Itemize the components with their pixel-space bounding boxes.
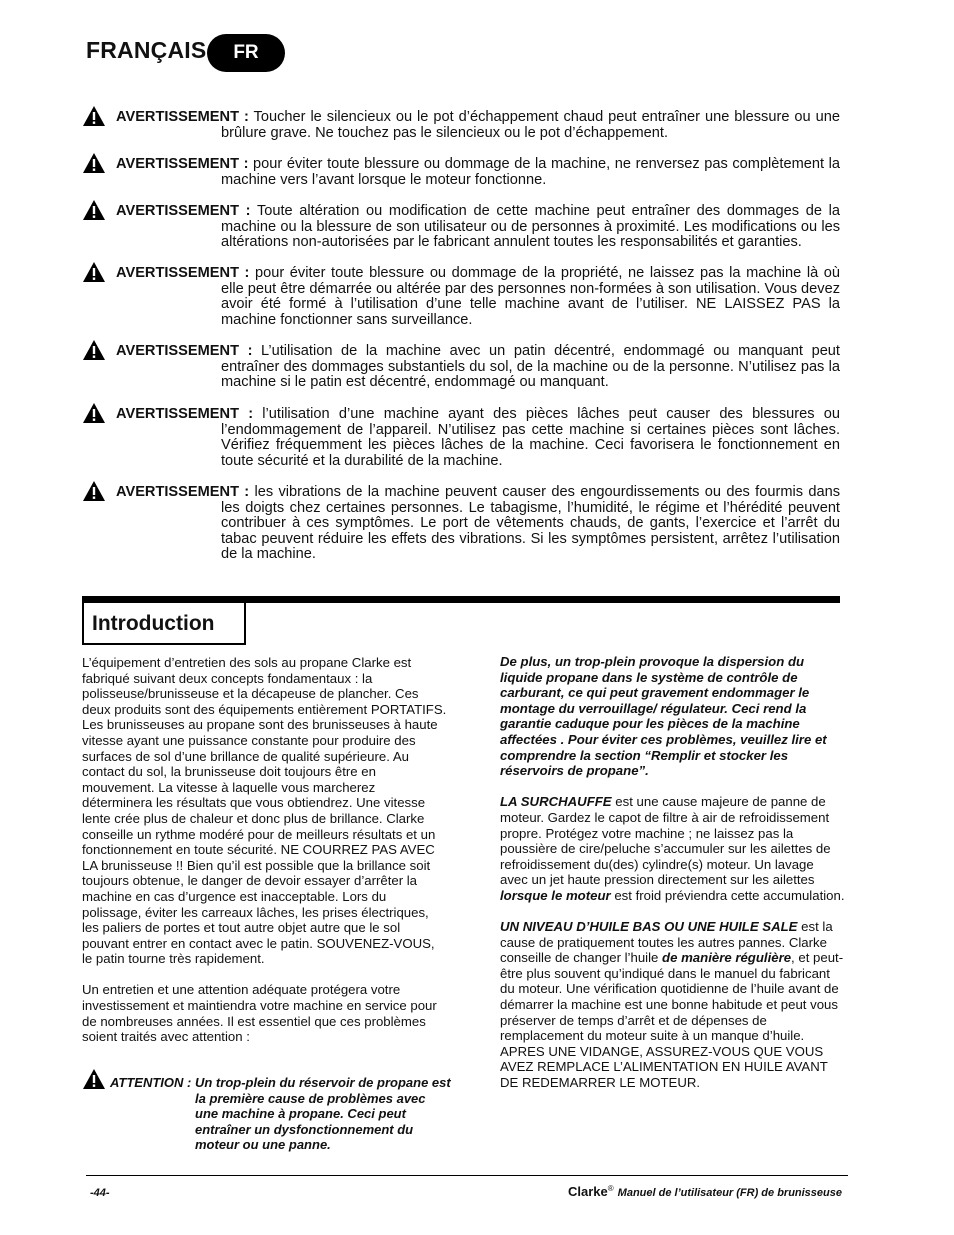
language-badge: FR xyxy=(207,34,285,72)
warning-2 xyxy=(82,157,840,188)
footer-title xyxy=(568,1184,842,1199)
language-title: FRANÇAIS xyxy=(86,37,207,63)
warning-icon xyxy=(82,1068,106,1090)
warning-label: AVERTISSEMENT : xyxy=(116,109,249,125)
warning-icon xyxy=(82,261,106,283)
intro-paragraph: L’équipement d’entretien des sols au propane Clarke est fabriqué suivant deux concepts fondamentaux : la polisseuse/brunisseuse et la décapeuse de plancher. Ces deux produits sont des équipements entièrement PORTATIFS. Les brunisseuses au propane sont des brunisseuses à haute vitesse ayant une puissance constante pour produire des surfaces de sol d’une brillance de qualité supérieure. Au contact du sol, la brunisseuse doit toujours être en mouvement. La vitesse à laquelle vous marcherez déterminera les résultats que vous obtiendrez. Une vitesse lente crée plus de chaleur et donc plus de brillance. Clarke conseille un rythme modéré pour de meilleurs résultats et un fonctionnement en toute sécurité. NE COURREZ PAS AVEC LA brunisseuse !! Bien qu’il est possible que la brillance soit toujours obtenue, le danger de devoir essayer d’arrêter la machine en cas d’urgence est inacceptable. Lors du polissage, éviter les carreaux lâches, les prises électriques, les paliers de portes et tout autre objet autre que le sol pouvant entrer en contact avec le patin. SOUVENEZ-VOUS, le patin tourne très rapidement. xyxy=(82,655,447,967)
warning-icon xyxy=(82,480,106,502)
warning-4 xyxy=(82,266,840,328)
warning-label: AVERTISSEMENT : xyxy=(116,203,251,219)
attention-note xyxy=(82,1075,452,1153)
warning-label: AVERTISSEMENT : xyxy=(116,406,254,422)
warning-icon xyxy=(82,339,106,361)
warning-text: les vibrations de la machine peuvent causer des engourdissements ou des fourmis dans les doigts chez certaines personnes. Le tabagisme, l’humidité, le régime et l’hérédité peuvent contribuer à ces symptômes. Le port de vêtements chauds, de gants, l’exercice et l’arrêt du tabac peuvent réduire les effets des vibrations. Si les symptômes persistent, arrêtez l’utilisation de la machine. xyxy=(221,484,840,563)
section-rule xyxy=(82,596,840,603)
page-number: -44- xyxy=(90,1187,110,1199)
footer-manual: Manuel de l’utilisateur (FR) de brunisseuse xyxy=(617,1187,842,1199)
warning-7 xyxy=(82,485,840,563)
warning-6 xyxy=(82,407,840,469)
overheat-emphasis: lorsque le moteur xyxy=(500,887,611,903)
warning-1 xyxy=(82,110,840,141)
footer-registered: ® xyxy=(607,1184,614,1193)
warning-3 xyxy=(82,204,840,251)
footer-rule xyxy=(86,1175,848,1176)
oil-lead: UN NIVEAU D’HUILE BAS OU UNE HUILE SALE xyxy=(500,919,798,935)
overheat-lead: LA SURCHAUFFE xyxy=(500,794,612,810)
warning-text: Toute altération ou modification de cette machine peut entraîner des dommages de la machine ou la blessure de son utilisateur ou de personnes à proximité. Les modifications ou les altérations non-autorisées par le fabricant annulent toutes les responsabilités et garanties. xyxy=(221,203,840,251)
maintenance-paragraph: Un entretien et une attention adéquate protégera votre investissement et maintiendra votre machine en service pour de nombreuses années. Il est essentiel que ces problèmes soient traités avec attention : xyxy=(82,982,437,1045)
warning-text: l’utilisation d’une machine ayant des pièces lâches peut causer des blessures ou l’endommagement de l’appareil. N’utilisez pas cette machine si certaines pièces sont lâches. Vérifiez fréquemment les pièces lâches de la machine. Ceci favorisera le fonctionnement en toute sécurité et la durabilité de la machine. xyxy=(221,406,840,469)
right-column xyxy=(500,654,845,1091)
warning-icon xyxy=(82,105,106,127)
warning-icon xyxy=(82,199,106,221)
oil-emphasis: de manière régulière xyxy=(662,950,792,966)
warning-text: Toucher le silencieux ou le pot d’échappement chaud peut entraîner une blessure ou une brûlure grave. Ne touchez pas le silencieux ou le pot d’échappement. xyxy=(221,109,840,141)
warning-label: AVERTISSEMENT : xyxy=(116,265,250,281)
section-title: Introduction xyxy=(92,612,215,635)
attention-text: Un trop-plein du réservoir de propane est la première cause de problèmes avec une machine à propane. Ceci peut entraîner un dysfonctionnement du moteur ou une panne. xyxy=(194,1075,451,1153)
warning-label: AVERTISSEMENT : xyxy=(116,343,253,359)
footer-brand: Clarke xyxy=(568,1184,608,1199)
warning-text: pour éviter toute blessure ou dommage de la machine, ne renversez pas complètement la machine vers l’avant lorsque le moteur fonctionne. xyxy=(221,156,840,188)
left-column xyxy=(82,655,448,1045)
warning-text: pour éviter toute blessure ou dommage de la propriété, ne laissez pas la machine là où elle peut être démarrée ou altérée par des personnes non-formées à son utilisation. Vous devez avoir été formé à l’utilisation d’une telle machine avant de l’utiliser. NE LAISSEZ PAS la machine fonctionner sans surveillance. xyxy=(221,265,840,328)
oil-paragraph xyxy=(500,919,845,1091)
overheat-text: est une cause majeure de panne de moteur. Gardez le capot de filtre à air de refroidissement propre. Protégez votre machine ; ne laissez pas la poussière de cire/peluche s’accumuler sur les ailettes de refroidissement du(des) cylindre(s) moteur. Un lavage avec un jet haute pression directement sur les ailettes xyxy=(500,794,831,888)
warning-icon xyxy=(82,152,106,174)
overheat-text-end: est froid préviendra cette accumulation. xyxy=(610,887,845,903)
warning-label: AVERTISSEMENT : xyxy=(116,484,250,500)
oil-text: est la cause de pratiquement toutes les autres pannes. Clarke conseille de changer l’huile xyxy=(500,919,833,966)
warning-5 xyxy=(82,344,840,391)
attention-label: ATTENTION : xyxy=(110,1075,192,1090)
warning-label: AVERTISSEMENT : xyxy=(116,156,249,172)
warning-icon xyxy=(82,402,106,424)
oil-text-end: , et peut-être plus souvent qu’indiqué dans le manuel du fabricant du moteur. Une vérification quotidienne de l’huile avant de démarrer la machine est une bonne habitude et peut vous préserver de temps d’arrêt et de dépenses de remplacement du moteur suite à un manque d’huile. APRES UNE VIDANGE, ASSUREZ-VOUS QUE VOUS AVEZ REMPLACE L’ALIMENTATION EN HUILE AVANT DE REDEMARRER LE MOTEUR. xyxy=(500,950,844,1091)
overfill-paragraph: De plus, un trop-plein provoque la dispersion du liquide propane dans le système de contrôle de carburant, ce qui peut gravement endommager le montage du verrouillage/ régulateur. Ceci rend la garantie caduque pour les pièces de la machine affectées . Pour éviter ces problèmes, veuillez lire et comprendre la section “Remplir et stocker les réservoirs de propane”. xyxy=(500,654,827,779)
overheat-paragraph xyxy=(500,794,845,903)
warning-text: L’utilisation de la machine avec un patin décentré, endommagé ou manquant peut entraîner des dommages substantiels du sol, de la machine ou de la personne. N’utilisez pas la machine si le patin est décentré, endommagé ou manquant. xyxy=(221,343,840,391)
